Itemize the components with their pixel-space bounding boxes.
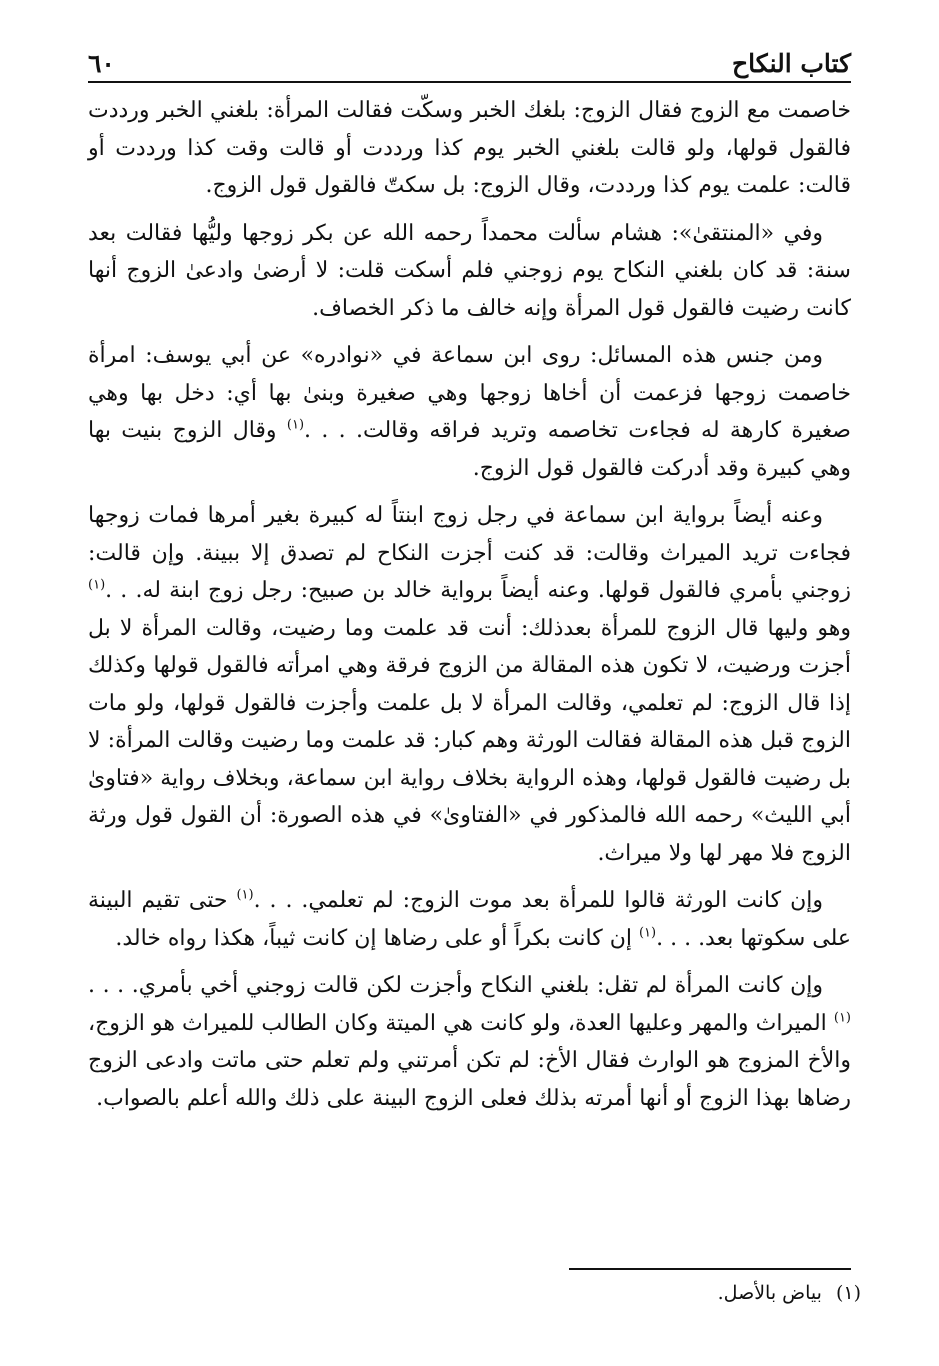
footnote-reference[interactable]: (١) xyxy=(833,1010,851,1026)
footnote xyxy=(88,1278,861,1308)
footnote-divider xyxy=(569,1268,851,1270)
header-divider xyxy=(88,81,851,83)
paragraph-text: وهو وليها قال الزوج للمرأة بعدذلك: أنت قد علمت وما رضيت، وقالت المرأة لا بل أجزت ورضيت، لا تكون هذه المقالة من الزوج فرقة وهي امرأته فالقول قولها وكذلك إذا قال الزوج: لم تعلمي، وقالت المرأة لا بل علمت وأجزت فالقول قولها، ولو مات الزوج قبل هذه المقالة فقالت الورثة وهم كبار: قد علمت وما رضيت وقالت المرأة: لا بل رضيت فالقول قولها، وهذه الرواية بخلاف رواية ابن سماعة، وبخلاف رواية «فتاوىٰ أبي الليث» رحمه الله فالمذكور في «الفتاوىٰ» في هذه الصورة: أن القول قول ورثة الزوج فلا مهر لها ولا ميراث. xyxy=(88,615,851,866)
page-number: ٦٠ xyxy=(88,49,115,78)
footnote-reference[interactable]: (١) xyxy=(286,417,305,433)
paragraph-text: وقال الزوج بنيت بها وهي كبيرة وقد أدركت فالقول قول الزوج. xyxy=(88,418,851,481)
paragraph-text: وإن كانت المرأة لم تقل: بلغني النكاح وأجزت لكن قالت زوجني أخي بأمري. . . . xyxy=(88,973,823,998)
running-header xyxy=(88,36,851,76)
paragraph xyxy=(88,215,851,328)
paragraph-text: خاصمت مع الزوج فقال الزوج: بلغك الخبر وسكّت فقالت المرأة: بلغني الخبر ورددت فالقول قولها، ولو قالت بلغني الخبر يوم كذا ورددت أو قالت وقت كذا ورددت أو قالت: علمت يوم كذا ورددت، وقال الزوج: بل سكتّ فالقول قول الزوج. xyxy=(88,98,851,198)
paragraph-text: الميراث والمهر وعليها العدة، ولو كانت هي الميتة وكان الطالب للميراث هو الزوج، والأخ المزوج هو الوارث فقال الأخ: لم تكن أمرتني ولم تعلم حتى ماتت وادعى الزوج رضاها بهذا الزوج أو أنها أمرته بذلك فعلى الزوج البينة على ذلك والله أعلم بالصواب. xyxy=(88,1010,851,1111)
paragraph xyxy=(88,882,851,957)
paragraph-text: إن كانت بكراً أو على رضاها إن كانت ثيباً، هكذا رواه خالد. xyxy=(115,925,639,951)
paragraph xyxy=(88,337,851,487)
paragraph-text: حتى تقيم البينة على سكوتها بعد. . . . xyxy=(88,888,851,951)
paragraph-text: وإن كانت الورثة قالوا للمرأة بعد موت الزوج: لم تعلمي. . . . xyxy=(253,888,823,913)
footnote-text: بياض بالأصل. xyxy=(717,1282,822,1304)
footnote-number: (١) xyxy=(835,1282,861,1304)
footnote-reference[interactable]: (١) xyxy=(236,887,254,903)
paragraph-text: وفي «المنتقىٰ»: هشام سألت محمداً رحمه الله عن بكر زوجها وليُّها فقالت بعد سنة: قد كان بلغني النكاح يوم زوجني فلم أسكت قلت: لا أرضىٰ وادعىٰ الزوج أنها كانت رضيت فالقول قول المرأة وإنه خالف ما ذكر الخصاف. xyxy=(88,220,851,321)
footnote-reference[interactable]: (١) xyxy=(638,925,657,941)
main-text xyxy=(88,92,851,1127)
paragraph-text: ومن جنس هذه المسائل: روى ابن سماعة في «نوادره» عن أبي يوسف: امرأة خاصمت زوجها فزعمت أن أخاها زوجها وهي صغيرة وبنىٰ بها أي: دخل بها وهي صغيرة كارهة له فجاءت تخاصمه وتريد فراقه وقالت. . . . xyxy=(88,343,851,443)
paragraph xyxy=(88,497,851,872)
paragraph xyxy=(88,967,851,1117)
footnote-reference[interactable]: (١) xyxy=(88,577,106,593)
chapter-title: كتاب النكاح xyxy=(732,49,851,78)
paragraph-text: وعنه أيضاً برواية ابن سماعة في رجل زوج ابنتاً له كبيرة بغير أمرها فمات زوجها فجاءت تريد الميراث وقالت: قد كنت أجزت النكاح لم تصدق إلا ببينة. وإن قالت: زوجني بأمري فالقول قولها. وعنه أيضاً برواية خالد بن صبيح: رجل زوج ابنة له. . . xyxy=(88,503,851,603)
paragraph xyxy=(88,92,851,205)
